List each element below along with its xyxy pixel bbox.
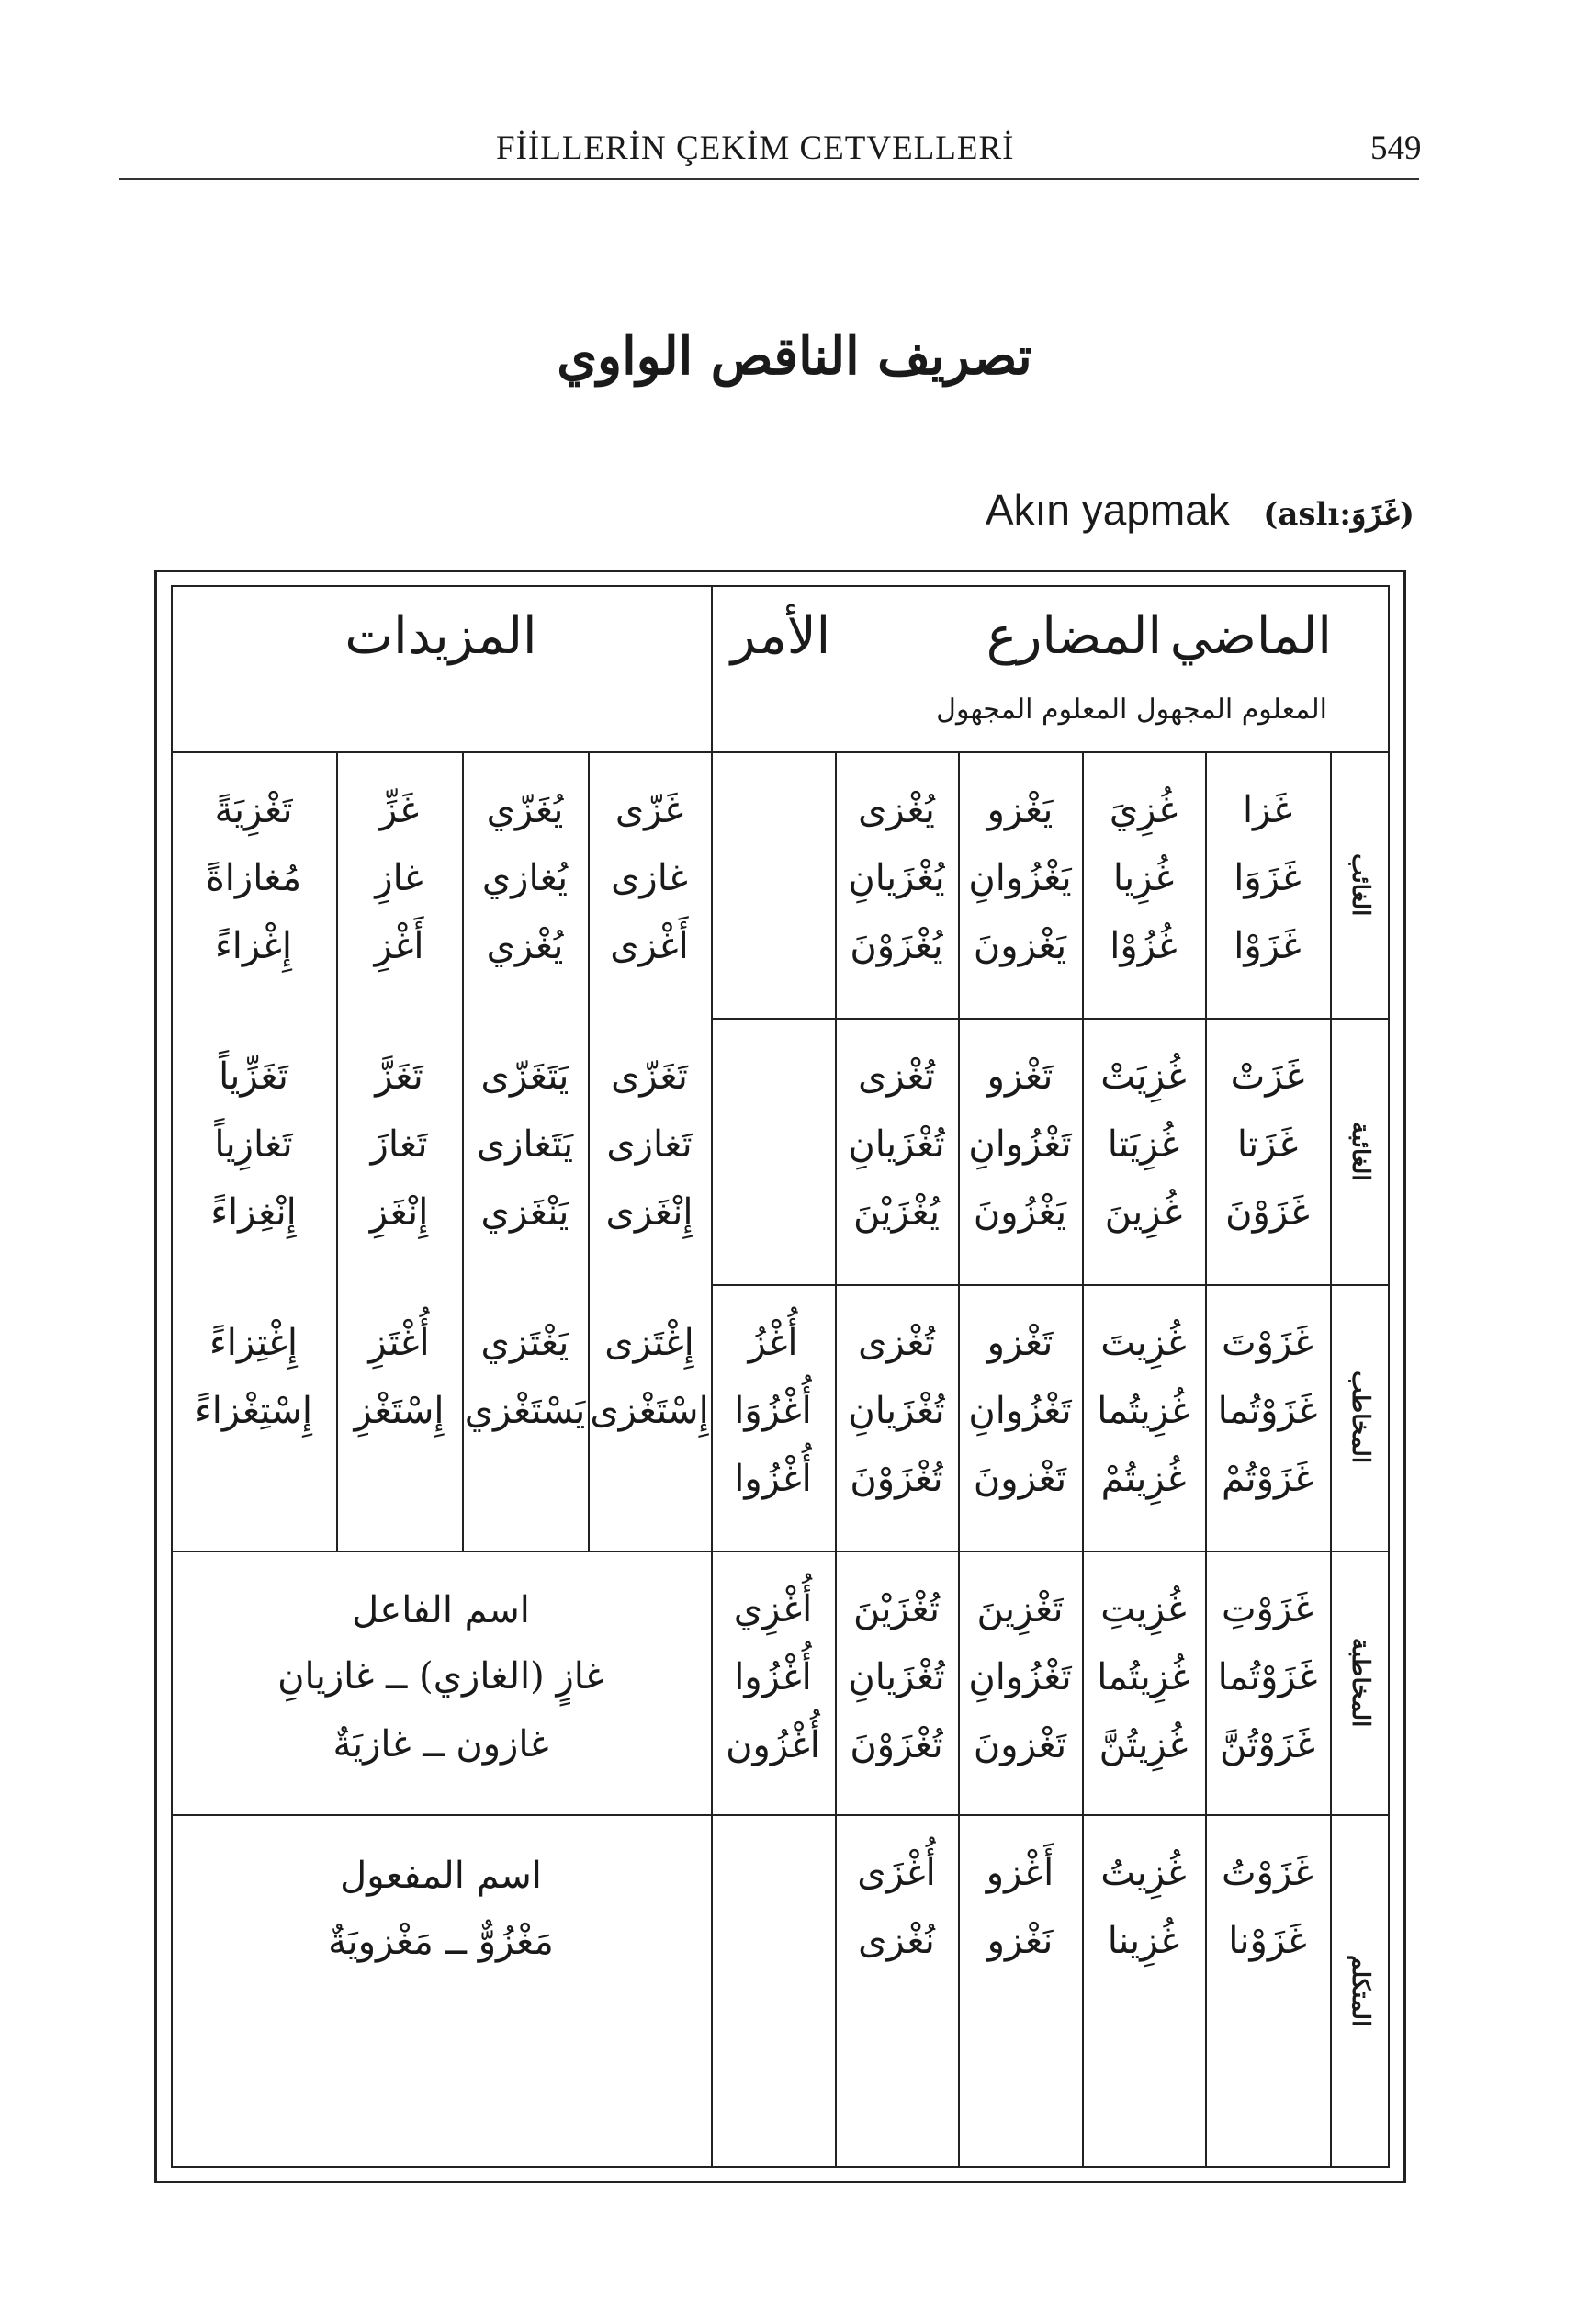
conjugation-cell: غَزَوْتُما bbox=[1217, 1656, 1318, 1698]
conjugation-cell: يُغْزى bbox=[858, 789, 935, 831]
conjugation-cell: تُغْزَوْنَ bbox=[850, 1458, 943, 1500]
mazid-cell: تَغَزّى bbox=[611, 1055, 688, 1098]
conjugation-cell: غُزِيتُما bbox=[1097, 1390, 1190, 1432]
mazid-cell: يَنْغَزي bbox=[480, 1191, 569, 1234]
conjugation-cell: أُغْزُ bbox=[748, 1322, 798, 1364]
ism-fail-line2: غازون ــ غازيَةٌ bbox=[332, 1723, 549, 1766]
mazid-cell: مُغازاةً bbox=[205, 857, 302, 899]
row-label: الغائب bbox=[1347, 852, 1374, 917]
page-number: 549 bbox=[1370, 130, 1422, 167]
conjugation-cell: تُغْزى bbox=[858, 1055, 935, 1098]
conjugation-cell: غُزِيتُمْ bbox=[1100, 1458, 1187, 1500]
mazid-cell: يَسْتَغْزي bbox=[464, 1390, 586, 1432]
conjugation-cell: غُزِينَ bbox=[1104, 1191, 1183, 1234]
row-label: المتكلم bbox=[1347, 1955, 1374, 2027]
mazid-cell: يُغَزّي bbox=[486, 789, 564, 831]
conjugation-cell: غَزَتْ bbox=[1230, 1055, 1305, 1098]
conjugation-cell: تُغْزَوْنَ bbox=[850, 1724, 943, 1766]
conjugation-cell: تُغْزَيانِ bbox=[848, 1123, 945, 1166]
conjugation-cell: غُزِيتُنَّ bbox=[1099, 1724, 1189, 1766]
mazid-cell: تَغَزِّياً bbox=[219, 1055, 288, 1098]
conjugation-cell: تُغْزَيْنَ bbox=[852, 1588, 941, 1630]
conjugation-cell: غَزَوْا bbox=[1234, 925, 1302, 967]
conjugation-cell: غُزِيا bbox=[1112, 857, 1175, 899]
conjugation-cell: غُزِيَتا bbox=[1107, 1123, 1180, 1166]
mazid-cell: غَزّى bbox=[614, 789, 684, 831]
ism-fail-title: اسم الفاعل bbox=[352, 1589, 530, 1631]
conjugation-cell: غَزَوْنا bbox=[1228, 1920, 1307, 1962]
mazid-cell: إِنْغِزاءً bbox=[210, 1191, 297, 1234]
mazid-cell: أَغْزِ bbox=[374, 925, 424, 967]
conjugation-cell: غُزِيتُما bbox=[1097, 1656, 1190, 1698]
conjugation-cell: غَزا bbox=[1242, 789, 1293, 831]
mazid-cell: يَتَغَزّى bbox=[480, 1055, 569, 1098]
mazid-cell: يُغْزي bbox=[486, 925, 564, 967]
mazid-cell: يُغازي bbox=[481, 857, 569, 899]
conjugation-cell: يَغْزُوانِ bbox=[968, 857, 1072, 899]
conjugation-cell: يَغْزُونَ bbox=[973, 1191, 1067, 1234]
mazid-cell: إِغْتِزاءً bbox=[208, 1322, 299, 1364]
head-amr: الأمر bbox=[730, 606, 831, 666]
conjugation-cell: غُزِيَ bbox=[1109, 789, 1178, 831]
conjugation-cell: يُغْزَيانِ bbox=[848, 857, 945, 899]
conjugation-cell: تَغْزونَ bbox=[973, 1724, 1067, 1766]
head-mazidat: المزيدات bbox=[344, 606, 537, 666]
mazid-cell: يَغْتَزي bbox=[480, 1322, 569, 1364]
mazid-cell: إِنْغَزِ bbox=[369, 1191, 429, 1234]
conjugation-cell: غُزِيَتْ bbox=[1100, 1055, 1187, 1098]
conjugation-cell: تَغْزو bbox=[986, 1322, 1054, 1364]
conjugation-cell: غُزُوْا bbox=[1110, 925, 1178, 967]
ism-maful-title: اسم المفعول bbox=[340, 1855, 542, 1897]
mazid-cell: تَغازَ bbox=[370, 1123, 428, 1166]
mazid-cell: أَغْزى bbox=[610, 925, 689, 967]
conjugation-cell: غَزَوْتُمْ bbox=[1221, 1458, 1314, 1500]
conjugation-cell: أَغْزو bbox=[986, 1852, 1054, 1894]
row-divider bbox=[711, 1284, 1390, 1286]
mazid-cell: إِغْتَزى bbox=[604, 1322, 694, 1364]
mazid-cell: تَغَزَّ bbox=[375, 1055, 423, 1098]
conjugation-cell: غُزِينا bbox=[1107, 1920, 1180, 1962]
mazid-cell: غَزِّ bbox=[379, 789, 419, 831]
conjugation-cell: غَزَتا bbox=[1236, 1123, 1299, 1166]
mazid-cell: إِغْزاءً bbox=[214, 925, 293, 967]
conjugation-cell: تَغْزُوانِ bbox=[968, 1656, 1072, 1698]
conjugation-cell: غُزِيتَ bbox=[1100, 1322, 1187, 1364]
mazid-cell: إِسْتَغْزى bbox=[590, 1390, 709, 1432]
head-sub-labels: المعلوم المجهول المعلوم المجهول bbox=[936, 694, 1327, 726]
conjugation-cell: تُغْزَيانِ bbox=[848, 1656, 945, 1698]
conjugation-cell: تَغْزُوانِ bbox=[968, 1123, 1072, 1166]
conjugation-cell: أُغْزُون bbox=[726, 1724, 820, 1766]
mazid-cell: غازِ bbox=[375, 857, 423, 899]
mazid-cell: أُغْتَزِ bbox=[368, 1322, 430, 1364]
conjugation-cell: غَزَوْتُ bbox=[1222, 1852, 1313, 1894]
column-divider bbox=[1330, 751, 1332, 2168]
row-label: المخاطبة bbox=[1347, 1637, 1374, 1728]
conjugation-cell: غَزَوْتِ bbox=[1222, 1588, 1313, 1630]
meaning-text: Akın yapmak bbox=[985, 486, 1230, 534]
conjugation-cell: غَزَوْتُما bbox=[1217, 1390, 1318, 1432]
asli-label: (aslı:غَزَوَ) bbox=[1263, 496, 1414, 533]
ism-fail-line1: غازٍ (الغازي) ــ غازيانِ bbox=[277, 1655, 604, 1698]
mazid-cell: تَغْزِيَةً bbox=[214, 789, 293, 831]
conjugation-cell: تُغْزَيانِ bbox=[848, 1390, 945, 1432]
mazid-cell: يَتَغازى bbox=[476, 1123, 574, 1166]
conjugation-cell: غَزَوَا bbox=[1234, 857, 1302, 899]
conjugation-cell: يُغْزَوْنَ bbox=[850, 925, 943, 967]
conjugation-cell: غَزَوْتَ bbox=[1222, 1322, 1313, 1364]
conjugation-cell: غُزِيتِ bbox=[1100, 1588, 1187, 1630]
conjugation-cell: يُغْزَيْنَ bbox=[852, 1191, 941, 1234]
conjugation-cell: غُزِيتُ bbox=[1100, 1852, 1187, 1894]
mazid-cell: إِسْتَغْزِ bbox=[354, 1390, 445, 1432]
conjugation-cell: تَغْزونَ bbox=[973, 1458, 1067, 1500]
conjugation-cell: أُغْزُوا bbox=[734, 1656, 812, 1698]
head-mazi: الماضي bbox=[1169, 606, 1332, 666]
row-label: الغائبة bbox=[1347, 1121, 1374, 1181]
conjugation-cell: أُغْزَى bbox=[857, 1852, 936, 1894]
running-title: FİİLLERİN ÇEKİM CETVELLERİ bbox=[496, 130, 1015, 167]
conjugation-cell: تُغْزى bbox=[858, 1322, 935, 1364]
conjugation-cell: غَزَوْتُنَّ bbox=[1220, 1724, 1315, 1766]
row-divider bbox=[711, 1018, 1390, 1020]
conjugation-cell: غَزَوْنَ bbox=[1225, 1191, 1310, 1234]
row-divider bbox=[171, 1814, 1390, 1816]
conjugation-cell: أُغْزُوا bbox=[734, 1458, 812, 1500]
ism-maful-line1: مَغْزُوٌّ ــ مَغْزويَةٌ bbox=[328, 1921, 554, 1963]
head-muzari: المضارع bbox=[986, 606, 1162, 666]
header-rule bbox=[119, 178, 1419, 180]
conjugation-cell: تَغْزُوانِ bbox=[968, 1390, 1072, 1432]
verb-meaning bbox=[955, 485, 1414, 535]
mazid-cell: تَغازِياً bbox=[214, 1123, 293, 1166]
mazid-cell: إِسْتِغْزاءً bbox=[195, 1390, 312, 1432]
conjugation-cell: نُغْزى bbox=[858, 1920, 935, 1962]
mazid-cell: تَغازى bbox=[606, 1123, 693, 1166]
page-title: تصريف الناقص الواوي bbox=[557, 326, 1032, 387]
conjugation-cell: أُغْزُوَا bbox=[734, 1390, 812, 1432]
conjugation-cell: تَغْزو bbox=[986, 1055, 1054, 1098]
row-label: المخاطب bbox=[1347, 1371, 1374, 1464]
row-divider bbox=[171, 1551, 1390, 1552]
header-divider bbox=[171, 751, 1390, 753]
mazid-cell: غازى bbox=[611, 857, 688, 899]
conjugation-cell: تَغْزِينَ bbox=[976, 1588, 1064, 1630]
conjugation-cell: يَغْزونَ bbox=[973, 925, 1067, 967]
conjugation-cell: يَغْزو bbox=[986, 789, 1054, 831]
conjugation-cell: أُغْزِي bbox=[733, 1588, 813, 1630]
mazid-cell: إِنْغَزى bbox=[605, 1191, 693, 1234]
conjugation-cell: نَغْزو bbox=[986, 1920, 1054, 1962]
